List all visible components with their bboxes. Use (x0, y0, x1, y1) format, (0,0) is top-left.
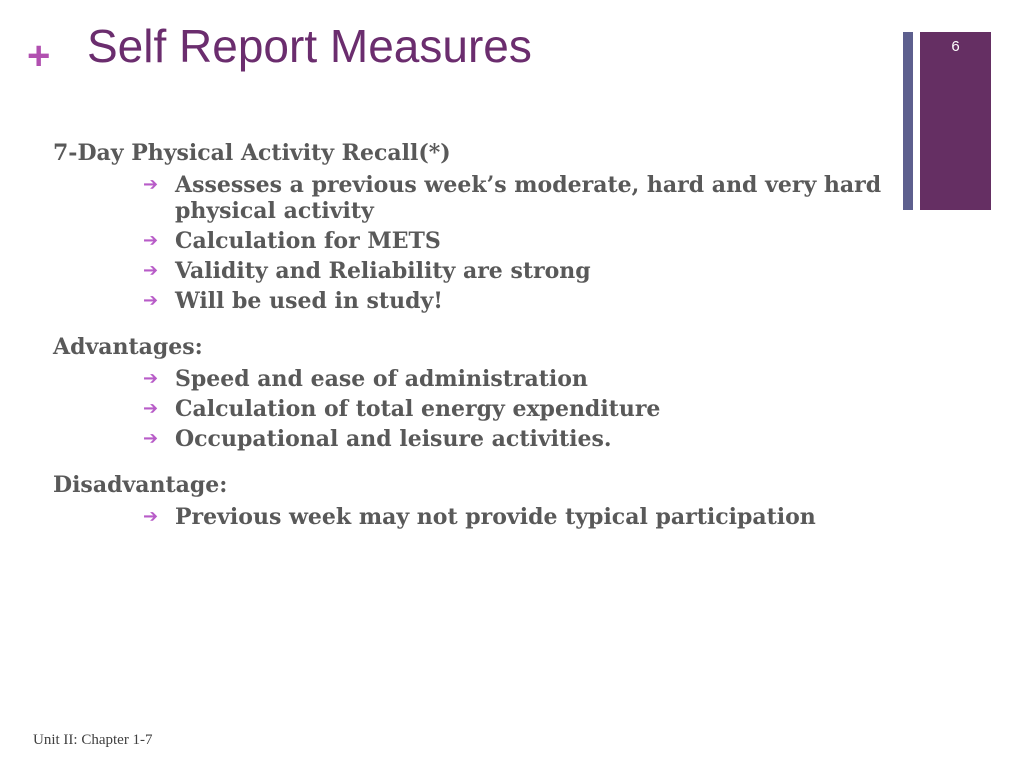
footer-text: Unit II: Chapter 1-7 (33, 732, 153, 748)
section-disadvantage (53, 470, 893, 530)
slide-number: 6 (951, 38, 960, 55)
section-recall (53, 138, 893, 314)
bullet-text: Assesses a previous week’s moderate, hard and very hard physical activity (175, 172, 882, 224)
accent-bar-thin (903, 32, 913, 210)
bullet-list (53, 504, 893, 530)
bullet-text: Speed and ease of administration (175, 366, 588, 392)
bullet-item (53, 288, 893, 314)
bullet-list (53, 366, 893, 452)
bullet-item (53, 504, 893, 530)
bullet-item (53, 366, 893, 392)
arrow-right-icon: ➔ (143, 174, 159, 195)
slide-title: Self Report Measures (87, 20, 532, 72)
accent-bar-wide (920, 32, 991, 210)
bullet-text: Occupational and leisure activities. (175, 426, 612, 452)
arrow-right-icon: ➔ (143, 398, 159, 419)
bullet-item (53, 396, 893, 422)
bullet-item (53, 426, 893, 452)
bullet-text: Calculation of total energy expenditure (175, 396, 661, 422)
slide-content (53, 138, 893, 530)
section-heading: Disadvantage: (53, 472, 228, 498)
bullet-text: Previous week may not provide typical participation (175, 504, 816, 530)
bullet-list (53, 172, 893, 314)
section-heading: Advantages: (53, 334, 203, 360)
bullet-item (53, 258, 893, 284)
bullet-text: Will be used in study! (175, 288, 443, 314)
bullet-item (53, 172, 893, 224)
bullet-text: Validity and Reliability are strong (175, 258, 591, 284)
section-heading: 7-Day Physical Activity Recall(*) (53, 140, 451, 166)
arrow-right-icon: ➔ (143, 428, 159, 449)
arrow-right-icon: ➔ (143, 260, 159, 281)
section-advantages (53, 332, 893, 452)
arrow-right-icon: ➔ (143, 230, 159, 251)
plus-icon: + (27, 34, 51, 78)
arrow-right-icon: ➔ (143, 368, 159, 389)
bullet-item (53, 228, 893, 254)
arrow-right-icon: ➔ (143, 290, 159, 311)
bullet-text: Calculation for METS (175, 228, 441, 254)
arrow-right-icon: ➔ (143, 506, 159, 527)
